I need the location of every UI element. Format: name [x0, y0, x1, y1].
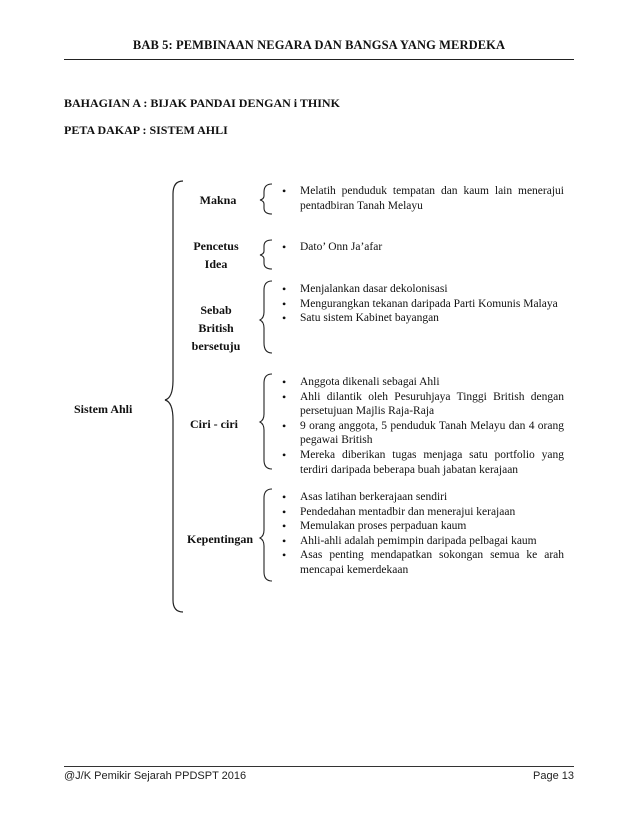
brace-sebab: [260, 281, 272, 353]
list-item: • Memulakan proses perpaduan kaum: [282, 519, 564, 534]
page-header-title: BAB 5: PEMBINAAN NEGARA DAN BANGSA YANG MERDEKA: [132, 38, 506, 52]
list-item: • Ahli dilantik oleh Pesuruhjaya Tinggi British dengan persetujuan Majlis Raja-Raja: [282, 390, 564, 419]
list-item: • Pendedahan mentadbir dan menerajui kerajaan: [282, 505, 564, 520]
list-item: • Mengurangkan tekanan daripada Parti Komunis Malaya: [282, 297, 564, 312]
footer-credit: @J/K Pemikir Sejarah PPDSPT 2016: [64, 770, 247, 782]
footer-divider: [64, 766, 574, 767]
category-ciri-label: Ciri - ciri: [190, 417, 238, 431]
list-item: • Menjalankan dasar dekolonisasi: [282, 282, 564, 297]
brace-ciri: [260, 374, 272, 469]
category-sebab-label: Sebab British bersetuju: [191, 303, 241, 353]
list-item: • Anggota dikenali sebagai Ahli: [282, 375, 564, 390]
sebab-list: [282, 282, 564, 326]
list-item: • Asas penting mendapatkan sokongan semua ke arah mencapai kemerdekaan: [282, 548, 564, 577]
brace-pencetus: [260, 240, 272, 269]
footer-page-number: Page 13: [533, 770, 574, 782]
kepentingan-list: [282, 490, 564, 578]
brace-makna: [260, 184, 272, 214]
list-item: • Satu sistem Kabinet bayangan: [282, 311, 564, 326]
map-title: PETA DAKAP : SISTEM AHLI: [64, 123, 228, 137]
list-item: • Asas latihan berkerajaan sendiri: [282, 490, 564, 505]
list-item: • Ahli-ahli adalah pemimpin daripada pelbagai kaum: [282, 534, 564, 549]
pencetus-list: [282, 240, 564, 255]
list-item: • Mereka diberikan tugas menjaga satu portfolio yang terdiri daripada beberapa buah jabatan kerajaan: [282, 448, 564, 477]
list-item: • Melatih penduduk tempatan dan kaum lain menerajui pentadbiran Tanah Melayu: [282, 184, 564, 213]
makna-list: [282, 184, 564, 213]
section-title: BAHAGIAN A : BIJAK PANDAI DENGAN i THINK: [64, 96, 340, 110]
category-kepentingan-label: Kepentingan: [186, 532, 253, 546]
list-item: • Dato’ Onn Ja’afar: [282, 240, 564, 255]
root-label: Sistem Ahli: [74, 402, 133, 416]
list-item: • 9 orang anggota, 5 penduduk Tanah Melayu dan 4 orang pegawai British: [282, 419, 564, 448]
ciri-list: [282, 375, 564, 477]
category-makna-label: Makna: [199, 193, 237, 207]
category-pencetus-label: Pencetus Idea: [193, 239, 239, 271]
